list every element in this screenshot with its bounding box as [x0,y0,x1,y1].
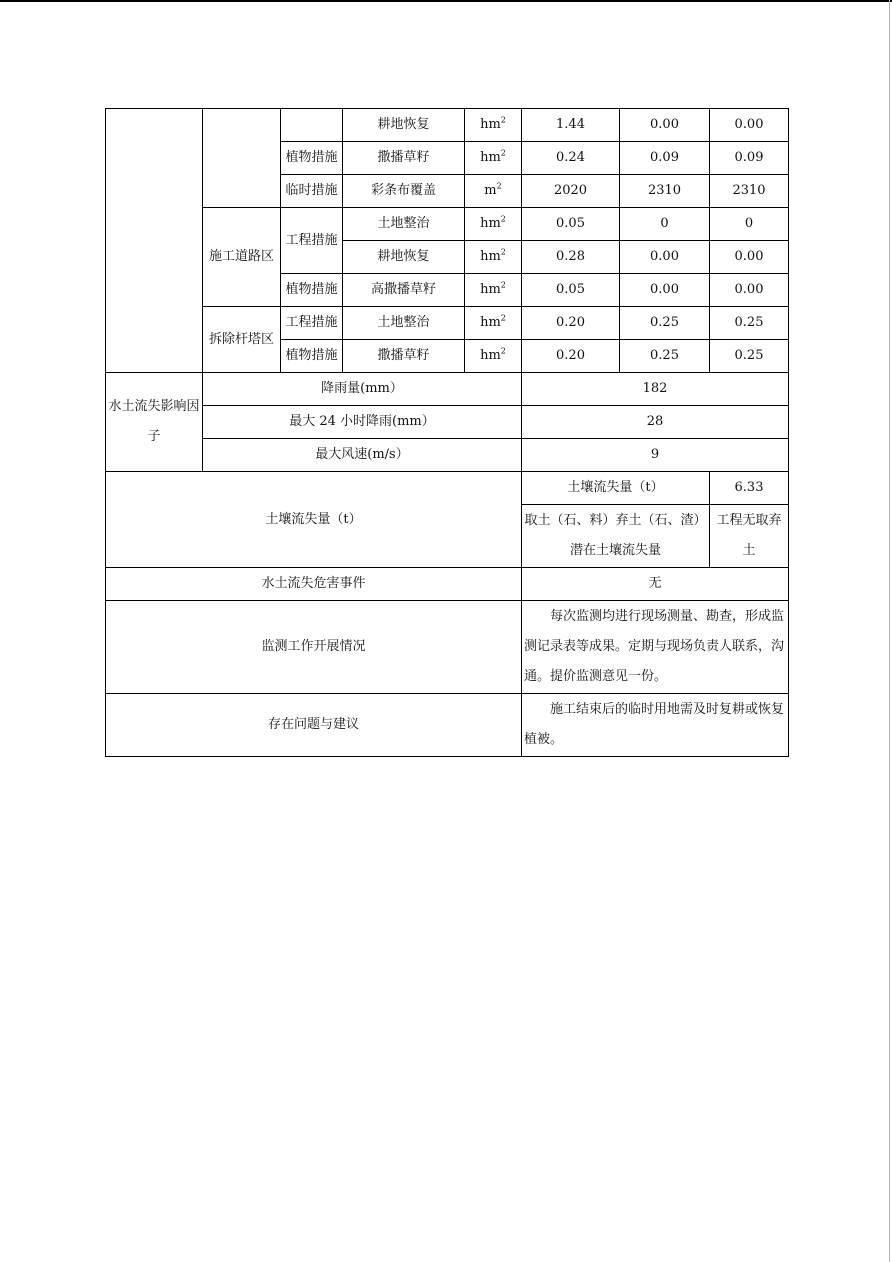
unit-cell: $hm^2$ [465,307,522,340]
potential-loss-label: 取土（石、料）弃土（石、渣）潜在土壤流失量 [522,505,710,568]
factor-name: 降雨量(mm） [203,373,522,406]
value-cell: 2310 [620,175,710,208]
value-cell: 0.00 [710,109,789,142]
value-cell: 1.44 [522,109,620,142]
measure-cell: 植物措施 [281,142,343,175]
measure-cell: 植物措施 [281,274,343,307]
value-cell: 0 [620,208,710,241]
item-cell: 土地整治 [343,307,465,340]
value-cell: 0.05 [522,274,620,307]
value-cell: 0.25 [620,340,710,373]
issues-label: 存在问题与建议 [106,694,522,757]
value-cell: 0 [710,208,789,241]
potential-loss-value: 工程无取弃土 [710,505,789,568]
measure-cell [281,109,343,142]
factor-value: 182 [522,373,789,406]
value-cell: 0.20 [522,307,620,340]
category-cell-continued [106,109,203,373]
value-cell: 0.00 [710,241,789,274]
page-top-rule [0,0,892,2]
unit-cell: $hm^2$ [465,274,522,307]
table-row [106,109,789,142]
monitoring-label: 监测工作开展情况 [106,601,522,694]
soil-loss-value: 6.33 [710,472,789,505]
table-row [106,307,789,340]
unit-cell: $hm^2$ [465,241,522,274]
unit-cell: $hm^2$ [465,109,522,142]
value-cell: 0.00 [620,241,710,274]
value-cell: 2020 [522,175,620,208]
item-cell: 耕地恢复 [343,109,465,142]
value-cell: 0.25 [710,307,789,340]
factor-value: 28 [522,406,789,439]
table-row [106,406,789,439]
factor-name: 最大 24 小时降雨(mm） [203,406,522,439]
item-cell: 耕地恢复 [343,241,465,274]
value-cell: 0.00 [710,274,789,307]
unit-cell: $hm^2$ [465,208,522,241]
zone-cell-tower: 拆除杆塔区 [203,307,281,373]
hazard-label: 水土流失危害事件 [106,568,522,601]
value-cell: 0.28 [522,241,620,274]
item-cell: 撒播草籽 [343,340,465,373]
factor-value: 9 [522,439,789,472]
value-cell: 0.24 [522,142,620,175]
measure-cell: 临时措施 [281,175,343,208]
measure-cell: 工程措施 [281,208,343,274]
measure-cell: 工程措施 [281,307,343,340]
unit-cell: $hm^2$ [465,340,522,373]
table-row [106,208,789,241]
value-cell: 0.25 [620,307,710,340]
hazard-value: 无 [522,568,789,601]
soil-loss-label: 土壤流失量（t） [106,472,522,568]
item-cell: 高撒播草籽 [343,274,465,307]
table-row [106,601,789,694]
value-cell: 0.25 [710,340,789,373]
table-row [106,472,789,505]
value-cell: 0.20 [522,340,620,373]
value-cell: 0.00 [620,274,710,307]
table-row [106,373,789,406]
zone-cell-continued [203,109,281,208]
monitoring-value: 每次监测均进行现场测量、勘查，形成监测记录表等成果。定期与现场负责人联系，沟通。提价监测意见一份。 [522,601,789,694]
value-cell: 0.00 [620,109,710,142]
value-cell: 2310 [710,175,789,208]
unit-cell: $hm^2$ [465,142,522,175]
measure-cell: 植物措施 [281,340,343,373]
table-row [106,568,789,601]
value-cell: 0.05 [522,208,620,241]
item-cell: 彩条布覆盖 [343,175,465,208]
table-row [106,439,789,472]
value-cell: 0.09 [620,142,710,175]
factors-label: 水土流失影响因子 [106,373,203,472]
soil-loss-sub-label: 土壤流失量（t） [522,472,710,505]
table-row [106,694,789,757]
unit-cell: $m^2$ [465,175,522,208]
value-cell: 0.09 [710,142,789,175]
factor-name: 最大风速(m/s） [203,439,522,472]
item-cell: 撒播草籽 [343,142,465,175]
item-cell: 土地整治 [343,208,465,241]
zone-cell-road: 施工道路区 [203,208,281,307]
issues-value: 施工结束后的临时用地需及时复耕或恢复植被。 [522,694,789,757]
page-right-rule [889,0,890,1262]
monitoring-table [105,108,789,757]
